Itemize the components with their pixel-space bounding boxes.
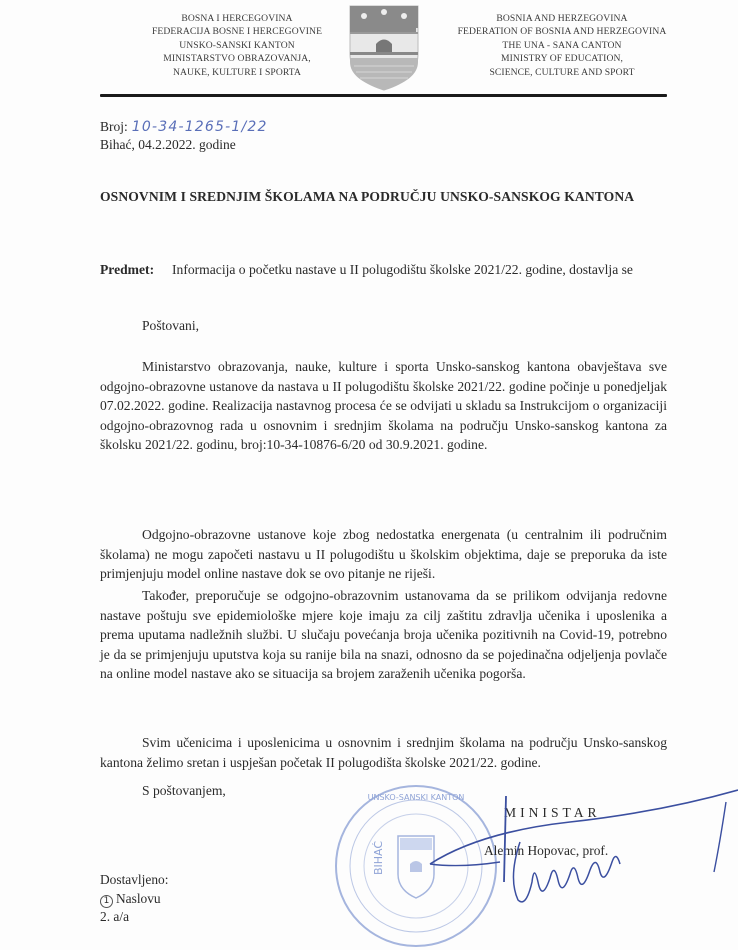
delivered-to: [100, 871, 168, 927]
delivered-label: Dostavljeno:: [100, 872, 169, 887]
subject-text: Informacija o početku nastave u II polugodištu školske 2021/22. godine, dostavlja se: [172, 262, 633, 277]
header-left-line: BOSNA I HERCEGOVINA: [181, 13, 293, 24]
greeting: Poštovani,: [142, 318, 200, 333]
header-left-line: FEDERACIJA BOSNE I HERCEGOVINE: [151, 26, 323, 38]
closing: S poštovanjem,: [142, 783, 226, 798]
signatory-title: MINISTAR: [504, 805, 601, 820]
body-paragraph: Odgojno-obrazovne ustanove koje zbog nedostatka energenata (u centralnim ili područnim školama) ne mogu započeti nastavu u II polugodištu u školskim objektima, daje se preporuka da iste primjenjuju model online nastave dok se ovo pitanje ne riješi.: [100, 527, 667, 582]
header-right-line: SCIENCE, CULTURE AND SPORT: [489, 66, 635, 78]
header-left: [122, 12, 352, 79]
subject-line: [100, 260, 675, 280]
stamp-ring-text: UNSKO-SANSKI KANTON: [367, 793, 465, 802]
reference-handwritten-number: 10-34-1265-1/22: [131, 119, 268, 135]
delivered-item-text: Naslovu: [116, 890, 161, 906]
delivered-item-text: a/a: [113, 909, 130, 924]
place-date: Bihać, 04.2.2022. godine: [100, 137, 236, 152]
header-right-line: MINISTRY OF EDUCATION,: [500, 53, 624, 65]
header-left-line: UNSKO-SANSKI KANTON: [179, 39, 295, 51]
subject-label: Predmet:: [100, 262, 155, 277]
handwritten-signature-icon: [420, 782, 738, 942]
stamp-city-text: BIHAĆ: [372, 840, 385, 875]
delivered-item: [100, 890, 168, 909]
body-paragraph: Svim učenicima i uposlenicima u osnovnim i srednjim školama na području Unsko-sanskog kantona želimo sretan i uspješan početak II polugodišta školske 2021/22. godine.: [100, 735, 667, 770]
delivered-item-number: 2.: [100, 909, 111, 924]
header-right-line: THE UNA - SANA CANTON: [502, 39, 622, 51]
header-divider: [100, 94, 667, 97]
header-right-line: FEDERATION OF BOSNIA AND HERZEGOVINA: [457, 26, 667, 38]
delivered-item-number: 1: [100, 895, 113, 908]
header-right: [446, 12, 678, 79]
header-left-line: MINISTARSTVO OBRAZOVANJA,: [163, 53, 311, 65]
header-right-line: BOSNIA AND HERZEGOVINA: [496, 13, 628, 24]
recipient-heading: OSNOVNIM I SREDNJIM ŠKOLAMA NA PODRUČJU UNSKO-SANSKOG KANTONA: [100, 189, 635, 204]
reference-label: Broj:: [100, 119, 128, 134]
header-left-line: NAUKE, KULTURE I SPORTA: [173, 66, 301, 78]
reference-number: [100, 119, 268, 135]
delivered-item: [100, 908, 168, 927]
signatory-name: Alemin Hopovac, prof.: [484, 843, 609, 858]
body-paragraph: Ministarstvo obrazovanja, nauke, kulture i sporta Unsko-sanskog kantona obavještava sve odgojno-obrazovne ustanove da nastava u II polugodištu školske 2021/22. godine počinje u ponedjeljak 07.02.2022. godine. Realizacija nastavnog procesa će se odvijati u skladu sa Instrukcijom o organizaciji odgojno-obrazovnog rada u osnovnim i srednjim školama na području Unsko-sanskog kantona za školsku 2021/22. godinu, broj:10-34-10876-6/20 od 30.9.2021. godine.: [100, 359, 667, 453]
coat-of-arms-icon: [342, 2, 426, 92]
body-paragraph: Također, preporučuje se odgojno-obrazovnim ustanovama da se prilikom odvijanja redovne nastave poštuju sve epidemiološke mjere koje imaju za cilj zaštitu zdravlja učenika i uposlenika a prema uputama nadležnih službi. U slučaju povećanja broja učenika pozitivnih na Covid-19, potrebno je da se primjenjuju uputstva koja su ranije bila na snazi, odnosno da se pojedinačna odjeljenja povlače na online model nastave ako se situacija sa brojem zaraženih učenika pogorša.: [100, 588, 667, 682]
